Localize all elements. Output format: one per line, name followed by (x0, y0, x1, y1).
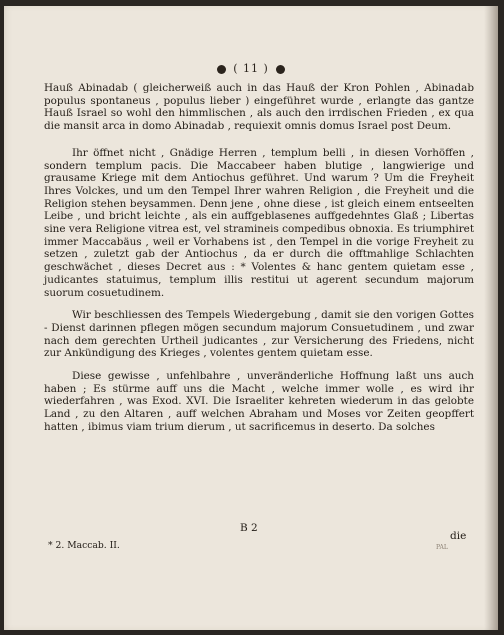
signature-mark: B 2 (240, 522, 258, 534)
ornament-icon-right (276, 65, 285, 74)
paragraph-2: Ihr öffnet nicht , Gnädige Herren , templum belli , in diesen Vorhöffen , sondern templum pacis. Die Maccabeer haben blutige , langwierige und grausame Kriege mit dem Antiochus geführet. Und warum ? Um die Freyheit Ihres Volckes, und um den Tempel Ihrer wahren Religion , die Freyheit und die Religion stehen beysammen. Denn jene , ohne diese , ist gleich einem entseelten Leibe , und bricht leichte , als ein auffgeblasenes auffgedehntes Glaß ; Libertas sine vera Religione vitrea est, vel stramineis compedibus obnoxia. Es triumphiret immer Maccabäus , weil er Vorhabens ist , den Tempel in die vorige Freyheit zu setzen , zuletzt gab der Antiochus , da er durch die offtmahlige Schlachten geschwächet , dieses Decret aus : * Volentes & hanc gentem quietam esse , judicantes statuimus, templum illis restitui ut agerent secundum majorum suorum cosuetudinem. (44, 146, 474, 299)
ornament-icon-left (217, 65, 226, 74)
body-text (44, 82, 474, 434)
page-header (4, 62, 498, 75)
page-spine-shadow (484, 6, 498, 630)
paragraph-1: Hauß Abinadab ( gleicherweiß auch in das Hauß der Kron Pohlen , Abinadab populus spontaneus , populus lieber ) eingeführet wurde , erlangte das gantze Hauß Israel so wohl den himmlischen , als auch den irrdischen Frieden , ex qua die mansit arca in domo Abinadab , requiexit omnis domus Israel post Deum. (44, 82, 474, 133)
catchword: die (450, 530, 467, 542)
paragraph-3: Wir beschliessen des Tempels Wiedergebung , damit sie den vorigen Gottes - Dienst darinnen pflegen mögen secundum majorum Consuetudinem , und zwar nach dem gerechten Urtheil judicantes , zur Versicherung des Friedens, nicht zur Ankündigung des Krieges , volentes gentem quietam esse. (44, 309, 474, 360)
paragraph-4: Diese gewisse , unfehlbahre , unveränderliche Hoffnung laßt uns auch haben ; Es stürme auff uns die Macht , welche immer wolle , es wird ihr wiederfahren , was Exod. XVI. Die Israeliter kehreten wiederum in das gelobte Land , zu den Altaren , auff welchen Abraham und Moses vor Zeiten geopffert hatten , ibimus viam trium dierum , ut sacrificemus in deserto. Da solches (44, 370, 474, 433)
footnote: * 2. Maccab. II. (48, 540, 120, 551)
library-stamp: PAL (436, 544, 448, 551)
page-number: ( 11 ) (233, 62, 269, 75)
book-page (4, 6, 498, 630)
